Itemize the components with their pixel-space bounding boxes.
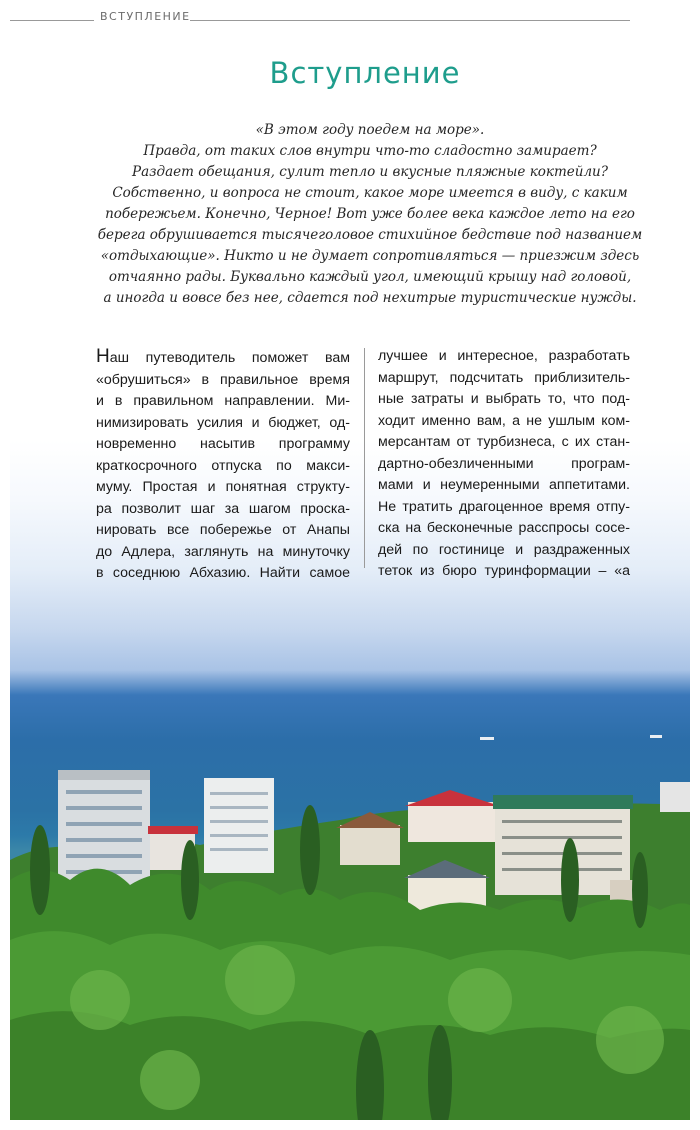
epigraph	[60, 120, 680, 309]
epigraph-line: Собственно, и вопроса не стоит, какое море имеется в виду, с каким	[112, 185, 628, 201]
paragraph-line: краткосрочного отпуска по макси-	[96, 457, 350, 474]
paragraph-line: в соседнюю Абхазию. Найти самое	[96, 565, 350, 581]
paragraph-line	[96, 346, 350, 370]
paragraph-line-text: аш путеводитель поможет вам	[109, 350, 350, 366]
page-title: Вступление	[269, 56, 461, 90]
paragraph-line: Не тратить драгоценное время отпу-	[378, 498, 630, 515]
epigraph-line: «отдыхающие». Никто и не думает сопротивляться — приезжим здесь	[100, 248, 640, 264]
epigraph-line: Правда, от таких слов внутри что-то сладостно замирает?	[143, 143, 597, 159]
column-divider	[364, 348, 365, 568]
epigraph-line: «В этом году поедем на море».	[255, 122, 485, 138]
body-column-right	[378, 346, 630, 583]
running-title: ВСТУПЛЕНИЕ	[100, 10, 191, 23]
drop-cap: Н	[96, 346, 110, 367]
paragraph-line: «обрушиться» в правильное время	[96, 371, 350, 388]
paragraph-line: ные затраты и выбрать то, что под-	[378, 391, 630, 407]
paragraph-line: маршрут, подсчитать приблизитель-	[378, 369, 630, 386]
epigraph-line: берега обрушивается тысячеголовое стихийное бедствие под названием	[97, 227, 643, 243]
epigraph-line: отчаянно рады. Буквально каждый угол, имеющий крышу над головой,	[108, 269, 632, 285]
paragraph-line: ходит именно вам, а не ушлым ком-	[378, 412, 630, 429]
paragraph-line: мерсантам от турбизнеса, с их стан-	[378, 434, 630, 450]
running-header	[10, 8, 630, 26]
paragraph-line: нимизировать усилия и бюджет, од-	[96, 414, 350, 431]
paragraph-line: лучшее и интересное, разработать	[378, 348, 630, 364]
paragraph-line: теток из бюро туринформации – «а	[378, 563, 630, 579]
epigraph-line: побережьем. Конечно, Черное! Вот уже более века каждое лето на его	[105, 206, 635, 222]
paragraph-line: и в правильном направлении. Ми-	[96, 393, 350, 409]
paragraph-line: дартно-обезличенными програм-	[378, 455, 630, 472]
paragraph-line: дей по гостинице и раздраженных	[378, 541, 630, 558]
paragraph-line: нировать все побережье от Анапы	[96, 522, 350, 538]
paragraph-line: мами и неумеренными аппетитами.	[378, 477, 630, 493]
paragraph-line: муму. Простая и понятная структу-	[96, 479, 350, 495]
epigraph-line: а иногда и вовсе без нее, сдается под нехитрые туристические нужды.	[103, 290, 637, 306]
paragraph-line: новременно насытив программу	[96, 436, 350, 452]
epigraph-line: Раздает обещания, сулит тепло и вкусные пляжные коктейли?	[132, 164, 608, 180]
paragraph-line: ска на бесконечные расспросы сосе-	[378, 520, 630, 536]
header-rule-right	[190, 20, 630, 21]
body-column-left	[96, 346, 350, 585]
header-rule-left	[10, 20, 94, 21]
paragraph-line: ра позволит шаг за шагом проска-	[96, 500, 350, 517]
paragraph-line: до Адлера, заглянуть на минуточку	[96, 543, 350, 560]
